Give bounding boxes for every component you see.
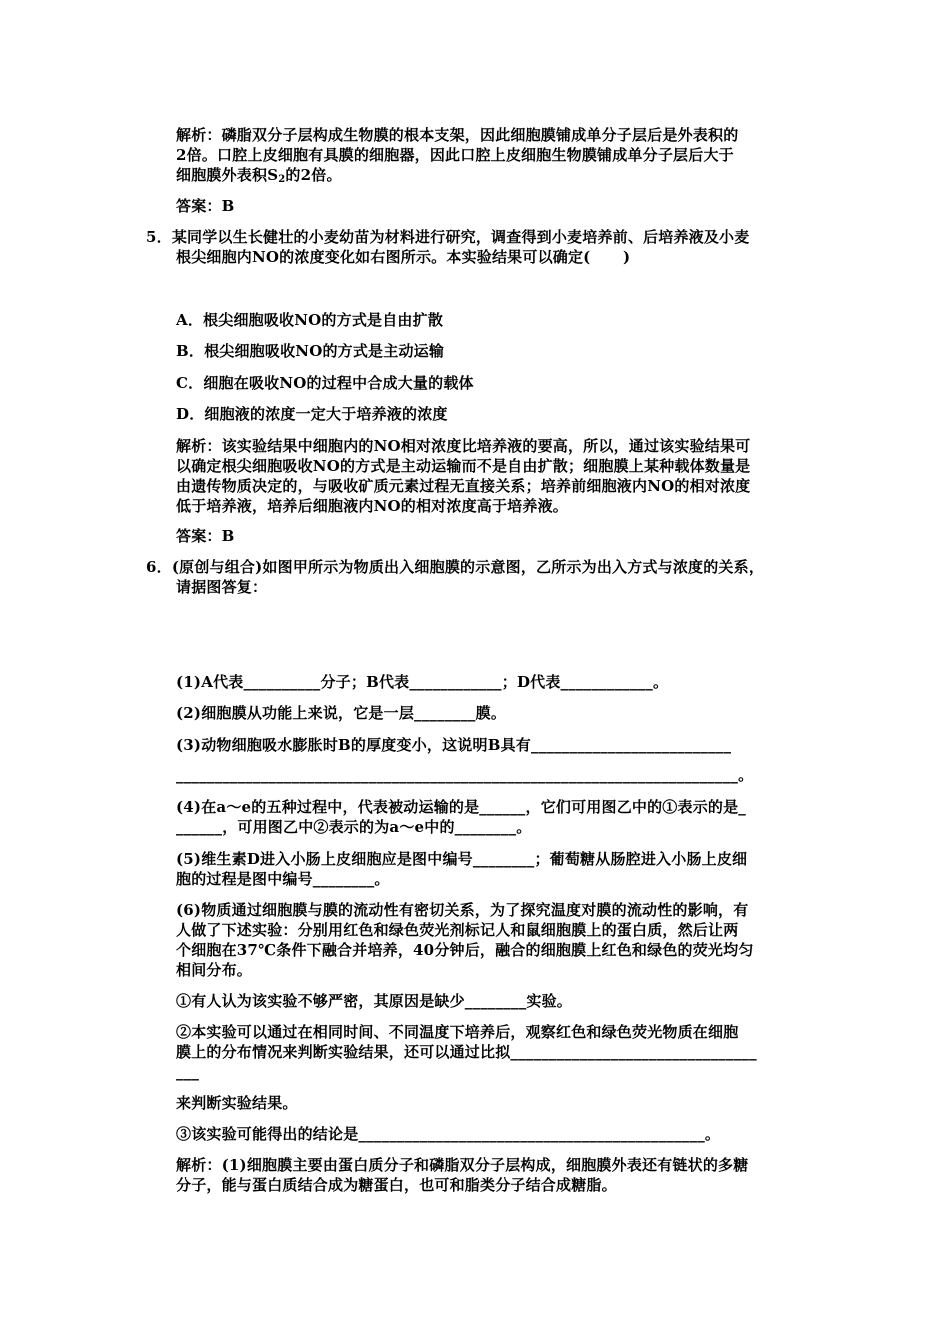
q6-sub2: (2)细胞膜从功能上来说，它是一层________膜。 xyxy=(176,704,507,722)
q6-sub5-line-2: 胞的过程是图中编号________。 xyxy=(176,870,390,888)
q4-analysis-line-1: 解析：磷脂双分子层构成生物膜的根本支架，因此细胞膜铺成单分子层后是外表积的 xyxy=(176,126,739,144)
q5-analysis-line-3: 由遗传物质决定的，与吸收矿质元素过程无直接关系；培养前细胞液内NO的相对浓度 xyxy=(176,477,751,495)
q6-analysis-line-2: 分子，能与蛋白质结合成为糖蛋白，也可和脂类分子结合成糖脂。 xyxy=(176,1176,617,1194)
q6-stem-line-1: 6．(原创与组合)如图甲所示为物质出入细胞膜的示意图，乙所示为出入方式与浓度的关系， xyxy=(146,558,765,576)
q6-sub3-line-2: _________________________________________________________________________。 xyxy=(176,766,754,784)
q6-sub6-item-1: ①有人认为该实验不够严密，其原因是缺少________实验。 xyxy=(176,992,573,1010)
q6-sub6-item-3: ③该实验可能得出的结论是_____________________________________________。 xyxy=(176,1125,721,1143)
q5-option-a: A．根尖细胞吸收NO的方式是自由扩散 xyxy=(176,311,444,329)
q4-answer: 答案：B xyxy=(176,197,235,215)
q6-stem-line-2: 请据图答复： xyxy=(176,578,268,596)
q6-sub6-item-2-line-4: 来判断实验结果。 xyxy=(176,1094,298,1112)
q6-sub5-line-1: (5)维生素D进入小肠上皮细胞应是图中编号________；葡萄糖从肠腔进入小肠上皮细 xyxy=(176,850,748,868)
q6-sub1: (1)A代表__________分子；B代表____________；D代表____________。 xyxy=(176,673,669,691)
q6-sub3-line-1: (3)动物细胞吸水膨胀时B的厚度变小，这说明B具有__________________________ xyxy=(176,736,732,754)
q5-analysis-line-1: 解析：该实验结果中细胞内的NO相对浓度比培养液的要高，所以，通过该实验结果可 xyxy=(176,437,751,455)
q6-sub6-item-2-line-2: 膜上的分布情况来判断实验结果，还可以通过比拟________________________________ xyxy=(176,1043,757,1061)
q6-sub4-line-1: (4)在a～e的五种过程中，代表被动运输的是______，它们可用图乙中的①表示的是_ xyxy=(176,798,746,816)
q6-sub6-item-2-line-3: ___ xyxy=(176,1063,200,1081)
q6-sub6-item-2-line-1: ②本实验可以通过在相同时间、不同温度下培养后，观察红色和绿色荧光物质在细胞 xyxy=(176,1023,739,1041)
q5-analysis-line-4: 低于培养液，培养后细胞液内NO的相对浓度高于培养液。 xyxy=(176,497,568,515)
q5-analysis-line-2: 以确定根尖细胞吸收NO的方式是主动运输而不是自由扩散；细胞膜上某种载体数量是 xyxy=(176,457,751,475)
q6-sub6-line-1: (6)物质通过细胞膜与膜的流动性有密切关系，为了探究温度对膜的流动性的影响，有 xyxy=(176,901,749,919)
q5-answer: 答案：B xyxy=(176,527,235,545)
q4-analysis-line-2: 2倍。口腔上皮细胞有具膜的细胞器，因此口腔上皮细胞生物膜铺成单分子层后大于 xyxy=(176,146,734,164)
q5-option-c: C．细胞在吸收NO的过程中合成大量的载体 xyxy=(176,374,474,392)
q5-stem-line-2: 根尖细胞内NO的浓度变化如右图所示。本实验结果可以确定( ) xyxy=(176,248,631,266)
q5-option-d: D．细胞液的浓度一定大于培养液的浓度 xyxy=(176,405,448,423)
q6-sub6-line-2: 人做了下述实验：分别用红色和绿色荧光剂标记人和鼠细胞膜上的蛋白质，然后让两 xyxy=(176,921,739,939)
q4-analysis-line-3: 细胞膜外表积$S_2$的2倍。 xyxy=(176,166,342,185)
q6-sub6-line-4: 相间分布。 xyxy=(176,961,253,979)
q6-sub6-line-3: 个细胞在37℃条件下融合并培养，40分钟后，融合的细胞膜上红色和绿色的荧光均匀 xyxy=(176,941,754,959)
q5-option-b: B．根尖细胞吸收NO的方式是主动运输 xyxy=(176,342,445,360)
q6-analysis-line-1: 解析：(1)细胞膜主要由蛋白质分子和磷脂双分子层构成，细胞膜外表还有链状的多糖 xyxy=(176,1156,749,1174)
q5-stem-line-1: 5．某同学以生长健壮的小麦幼苗为材料进行研究，调查得到小麦培养前、后培养液及小麦 xyxy=(146,228,750,246)
q6-sub4-line-2: ______，可用图乙中②表示的为a～e中的________。 xyxy=(176,818,532,836)
